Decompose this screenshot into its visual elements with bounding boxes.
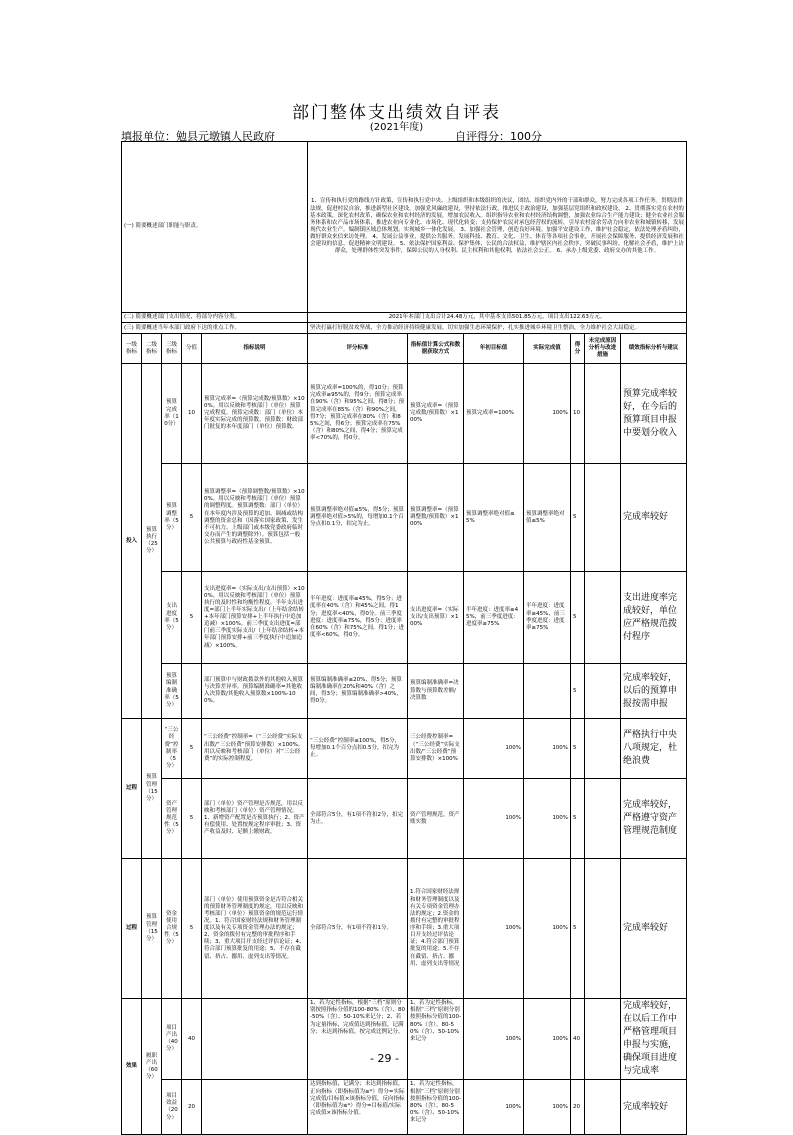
page-title: 部门整体支出绩效自评表 [292, 103, 501, 123]
target-cell: 100% [464, 1080, 524, 1135]
year-label: (2021年度) [369, 122, 424, 133]
target-cell: 100% [464, 859, 524, 999]
got-cell: 5 [571, 719, 585, 779]
info-row-spending [122, 313, 687, 323]
reason-cell [585, 664, 621, 719]
reason-cell [585, 572, 621, 664]
col-level3: 三级指标 [162, 334, 182, 364]
duties-label: (一) 简要概述部门职能与职责。 [122, 142, 308, 313]
description-cell [202, 1080, 308, 1135]
got-cell: 5 [571, 464, 585, 572]
standard-cell: 全部符合5分，有1项不符扣2分，扣完为止。 [308, 779, 408, 859]
table-row [122, 364, 687, 464]
table-row [122, 572, 687, 664]
advice-cell: 完成率较好，以后的预算申报按需申报 [621, 664, 687, 719]
formula-cell: 三公经费控制率=（“三公经费”实际支出数/“三公经费”预算安排数）×100% [408, 719, 464, 779]
page-number: - 29 - [370, 1052, 399, 1065]
actual-cell: 100% [524, 999, 571, 1080]
formula-cell: 1、若为定性指标，根据“三档”原则分别按照指标分值的100-80%（含）、80-50%（含）、50-10%来记分 [408, 1080, 464, 1135]
col-got: 得分 [571, 334, 585, 364]
actual-cell [524, 664, 571, 719]
weight-cell: 5 [182, 859, 202, 999]
advice-cell: 完成率较好 [621, 464, 687, 572]
col-advice: 绩效指标分析与建议 [621, 334, 687, 364]
advice-cell: 严格执行中央八项规定，杜绝浪费 [621, 719, 687, 779]
got-cell: 40 [571, 999, 585, 1080]
reason-cell [585, 859, 621, 999]
formula-cell: 预算完成率=（预算完成数/预算数）×100% [408, 364, 464, 464]
weight-cell: 10 [182, 364, 202, 464]
level3-cell: 项目产出（40分） [162, 999, 182, 1080]
col-formula: 指标值计算公式和数据获取方式 [408, 334, 464, 364]
weight-cell: 5 [182, 464, 202, 572]
got-cell: 5 [571, 859, 585, 999]
evaluation-table [121, 141, 687, 1135]
standard-cell: 全部符合5分，有1项不符扣1分。 [308, 859, 408, 999]
standard-cell: 达到指标值，记满分；未达到指标值，正向指标（即指标值为≥*）得分=实际完成值/目标值×该指标分值，反向指标（即指标值为≤*）得分=目标值/实际完成值×该指标分值。 [308, 1080, 408, 1135]
actual-cell: 100% [524, 719, 571, 779]
level2-cell: 履职产出（60分） [142, 999, 162, 1135]
actual-cell: 100% [524, 1080, 571, 1135]
formula-cell: 资产管理规范，资产账实数 [408, 779, 464, 859]
formula-cell: 预算调整率=（预算调整数/预算数）×100% [408, 464, 464, 572]
keywork-content: 坚决打赢打好脱贫攻坚战，全力推动经济持续健康发展，切实加强生态环境保护，扎实推进城乡环境卫生整治，全力维护社会大局稳定。 [308, 323, 687, 334]
actual-cell: 预算调整率绝对值≤5% [524, 464, 571, 572]
level3-cell: “三公经费”控制率（5分） [162, 719, 182, 779]
spending-label: (二) 简要概述部门支出情况，将部分内容分类。 [122, 313, 308, 323]
target-cell: 预算调整率绝对值≤5% [464, 464, 524, 572]
weight-cell [182, 664, 202, 719]
formula-cell: 1.符合国家财经法规和财务管理制度以及有关专项资金管理办法的规定；2.资金的拨付有完整的审批程序和手续；3.重大项目开支经过评估论证；4.符合部门预算批复的用途；5.不存在截留、挤占、挪用、虚列支出等情况 [408, 859, 464, 999]
standard-cell: 预算编制准确率≤20%，得5分；预算编制准确率在20%和40%（含）之间，得3分；预算编制准确率>40%，得0分。 [308, 664, 408, 719]
level1-cell: 过程 [122, 859, 142, 999]
standard-cell: 预算调整率绝对值≤5%，得5分；预算调整率绝对值>5%的，每增加0.1个百分点扣0.1分，扣完为止。 [308, 464, 408, 572]
actual-cell: 100% [524, 859, 571, 999]
level3-cell: 预算编制准确率（5分） [162, 664, 182, 719]
actual-cell: 100% [524, 364, 571, 464]
table-row [122, 999, 687, 1080]
advice-cell: 完成率较好，严格遵守资产管理规范制度 [621, 779, 687, 859]
advice-cell: 完成率较好 [621, 1080, 687, 1135]
got-cell: 10 [571, 364, 585, 464]
description-cell: 预算完成率=（预算完成数/预算数）×100%。用以反映和考核部门（单位）预算完成程度。预算完成数：部门（单位）本年度实际完成的预算数。预算数：财政部门批复的本年度部门（单位）预算数。 [202, 364, 308, 464]
duties-content: 1、宣传和执行党的路线方针政策，宣传和执行党中央、上级组织和本级组织的决议，团结、组织党内外的干部和群众，努力完成各项工作任务。贯彻法律法规，促进村民自治，推进新型社区建设，加强党风廉政建设，坚持依法行政，推进民主政治建设，加强基层党组织和政权建设。 2、贯彻落实党在农村的基本政策，深化农村改革，确保农业和农村经济的发展，增加农民收入。组织指导农业和农村经济结构调整，加强农业综合生产能力建设；健全农业社会服务体系和农产品市场体系，推进农业向专业化、市场化、现代化转变；支持保护农民对承包经营权的流转，引导农村富余劳动力向非农业和城镇转移，发展现代农业生产。编制镇区域总体规划，实现城乡一体化发展。 3、加强社会管理，创造良好环境。加强平安建设工作，维护社会稳定，依法处理矛盾纠纷，做好群众来信来访处理。 4、发展公益事业，提供公共服务。发展科技、教育、文化、卫生、体育等各项社会事业，开展社会保障服务，提供经济发展和社会建设的信息，促进精神文明建设。 5、依法保护国家利益、保护集体、公民的合法权益，维护辖区内社会秩序，突破民事纠纷、化解社会矛盾，维护上访群众，处理群体性突发事件，保障公民的人身权利、民主权利和其他权利，依法社会公正。 6、承办上级党委、政府交办的其他工作。 [308, 142, 687, 313]
reason-cell [585, 999, 621, 1080]
got-cell: 20 [571, 1080, 585, 1135]
weight-cell: 5 [182, 779, 202, 859]
formula-cell: 预算编制准确率=决算数与预算数差额/决算数 [408, 664, 464, 719]
target-cell: 预算完成率=100% [464, 364, 524, 464]
target-cell: 100% [464, 719, 524, 779]
formula-cell: 1、若为定性指标，根据“三档”原则分别按照指标分值的100-80%（含）、80-50%（含）、50-10%来记分 [408, 999, 464, 1080]
target-cell: 100% [464, 779, 524, 859]
weight-cell: 40 [182, 999, 202, 1080]
level1-cell: 效果 [122, 999, 142, 1135]
level3-cell: 预算完成率（10分） [162, 364, 182, 464]
level2-cell: 预算管理（15分） [142, 859, 162, 999]
level3-cell: 项目效益（20分） [162, 1080, 182, 1135]
keywork-label: (三) 简要概述当年本部门政府下达的重点工作。 [122, 323, 308, 334]
column-header-row [122, 334, 687, 364]
info-row-duties [122, 142, 687, 313]
actual-cell: 100% [524, 779, 571, 859]
col-actual: 实际完成值 [524, 334, 571, 364]
reason-cell [585, 779, 621, 859]
standard-cell: “三公经费”控制率≤100%，得5分，每增加0.1个百分点扣0.5分，扣完为止。 [308, 719, 408, 779]
level2-cell: 预算管理（15分） [142, 719, 162, 859]
col-level2: 二级指标 [142, 334, 162, 364]
actual-cell: 半年进度：进度率≥45%，前三季度进度：进度率≥75% [524, 572, 571, 664]
description-cell: 部门（单位）使用预算资金是否符合相关的预算财务管理制度的规定，用以反映和考核部门（单位）预算资金的规范运行情况。1、符合国家财经法规和财务管理制度以及有关专项资金管理办法的规定；2、资金的拨付有完整的审批程序和手续；3、重大项目开支经过评估论证；4、符合部门预算批复的用途；5、不存在截留、挤占、挪用、虚列支出等情况。 [202, 859, 308, 999]
reason-cell [585, 464, 621, 572]
description-cell: 部门预算中与财政拨款外的其他收入预算与决算差异率。预算编制准确率=其他收入决算数/其他收入预算数×100%-100%。 [202, 664, 308, 719]
level3-cell: 资产管理规范性（5分） [162, 779, 182, 859]
got-cell: 5 [571, 779, 585, 859]
level1-cell: 过程 [122, 719, 142, 859]
advice-cell: 完成率较好，在以后工作中严格管理项目申报与实施，确保项目进度与完成率 [621, 999, 687, 1080]
weight-cell: 5 [182, 719, 202, 779]
got-cell: 5 [571, 572, 585, 664]
standard-cell: 半年进度：进度率≥45%，得5分；进度率在40%（含）和45%之间，得1分；进度率<40%，得0分。前三季度进度：进度率≥75%，得5分；进度率在60%（含）和75%之间，得1分；进度率<60%，得0分。 [308, 572, 408, 664]
reason-cell [585, 364, 621, 464]
advice-cell: 预算完成率较好，在今后的预算项目申报中要划分收入 [621, 364, 687, 464]
table-row [122, 719, 687, 779]
description-cell [202, 999, 308, 1080]
table-row [122, 779, 687, 859]
target-cell [464, 664, 524, 719]
advice-cell: 支出进度率完成较好，单位应严格规范拨付程序 [621, 572, 687, 664]
col-standard: 评分标准 [308, 334, 408, 364]
got-cell: 5 [571, 664, 585, 719]
reason-cell [585, 1080, 621, 1135]
level1-cell: 投入 [122, 364, 142, 719]
level3-cell: 预算调整率（5分） [162, 464, 182, 572]
standard-cell: 1、若为定性指标，根据“三档”原则分别按照指标分值的100-80%（含）、80-50%（含）、50-10%来记分；2、若为定量指标，完成值达到指标值，记满分；未达到指标值，按完成比例记分。 [308, 999, 408, 1080]
description-cell: “三公经费”控制率=（“三公经费”实际支出数/“三公经费”预算安排数）×100%。用以反映和考核部门（单位）对“三公经费”的实际控制程度。 [202, 719, 308, 779]
level3-cell: 资金使用合规性（5分） [162, 859, 182, 999]
table-row [122, 859, 687, 999]
description-cell: 部门（单位）资产管理是否规范，用以反映和考核部门（单位）资产管理情况。1、新增资产配置是否预算执行；2、资产有偿使用、处置按规定程序审批；3、资产收益及时、足额上缴财政。 [202, 779, 308, 859]
reporting-unit: 填报单位：勉县元墩镇人民政府 [121, 130, 275, 143]
table-row [122, 1080, 687, 1135]
description-cell: 预算调整率=（预算调整数/预算数）×100%。用以反映和考核部门（单位）预算的调整程度。预算调整数：部门（单位）在本年度内涉及预算的追加、调减或结构调整的资金总和（因落实国家政策、发生不可抗力、上级部门或本级党委政府临时交办而产生的调整除外）。预算包括一般公共预算与政府性基金预算。 [202, 464, 308, 572]
target-cell: 100% [464, 999, 524, 1080]
level2-cell: 预算执行（25分） [142, 364, 162, 719]
description-cell: 支出进度率=（实际支出/支出预算）×100%。用以反映和考核部门（单位）预算执行的及时性和均衡性程度。半年支出进度=部门上半年实际支出/（上年结余结转+本年部门预算安排+上半年执行中追加追减）×100%。前三季度支出进度=部门前三季度实际支出/（上年结余结转+本年部门预算安排+前三季度执行中追加追减）×100%。 [202, 572, 308, 664]
reason-cell [585, 719, 621, 779]
target-cell: 半年进度：进度率≥45%，前三季度进度：进度率≥75% [464, 572, 524, 664]
standard-cell: 预算完成率=100%的，得10分；预算完成率≥95%的，得9分；预算完成率在90%（含）和95%之间，得8分；预算完成率在85%（含）和90%之间，得7分；预算完成率在80%（含）和85%之间，得6分；预算完成率在75%（含）和80%之间，得4分；预算完成率<70%的，得0分。 [308, 364, 408, 464]
table-row [122, 664, 687, 719]
weight-cell: 5 [182, 572, 202, 664]
col-description: 指标说明 [202, 334, 308, 364]
col-level1: 一级指标 [122, 334, 142, 364]
table-row [122, 464, 687, 572]
formula-cell: 支出进度率=（实际支出/支出预算）×100% [408, 572, 464, 664]
level3-cell: 支出进度率（5分） [162, 572, 182, 664]
spending-content: 2021年本部门支出合计24.48万元，其中基本支出501.85万元，项目支出122.63万元。 [308, 313, 687, 323]
weight-cell: 20 [182, 1080, 202, 1135]
col-target: 年初目标值 [464, 334, 524, 364]
col-weight: 分值 [182, 334, 202, 364]
col-reason: 未完成原因分析与改进措施 [585, 334, 621, 364]
info-row-keywork [122, 323, 687, 334]
self-score: 自评得分：100分 [455, 130, 542, 143]
advice-cell: 完成率较好 [621, 859, 687, 999]
